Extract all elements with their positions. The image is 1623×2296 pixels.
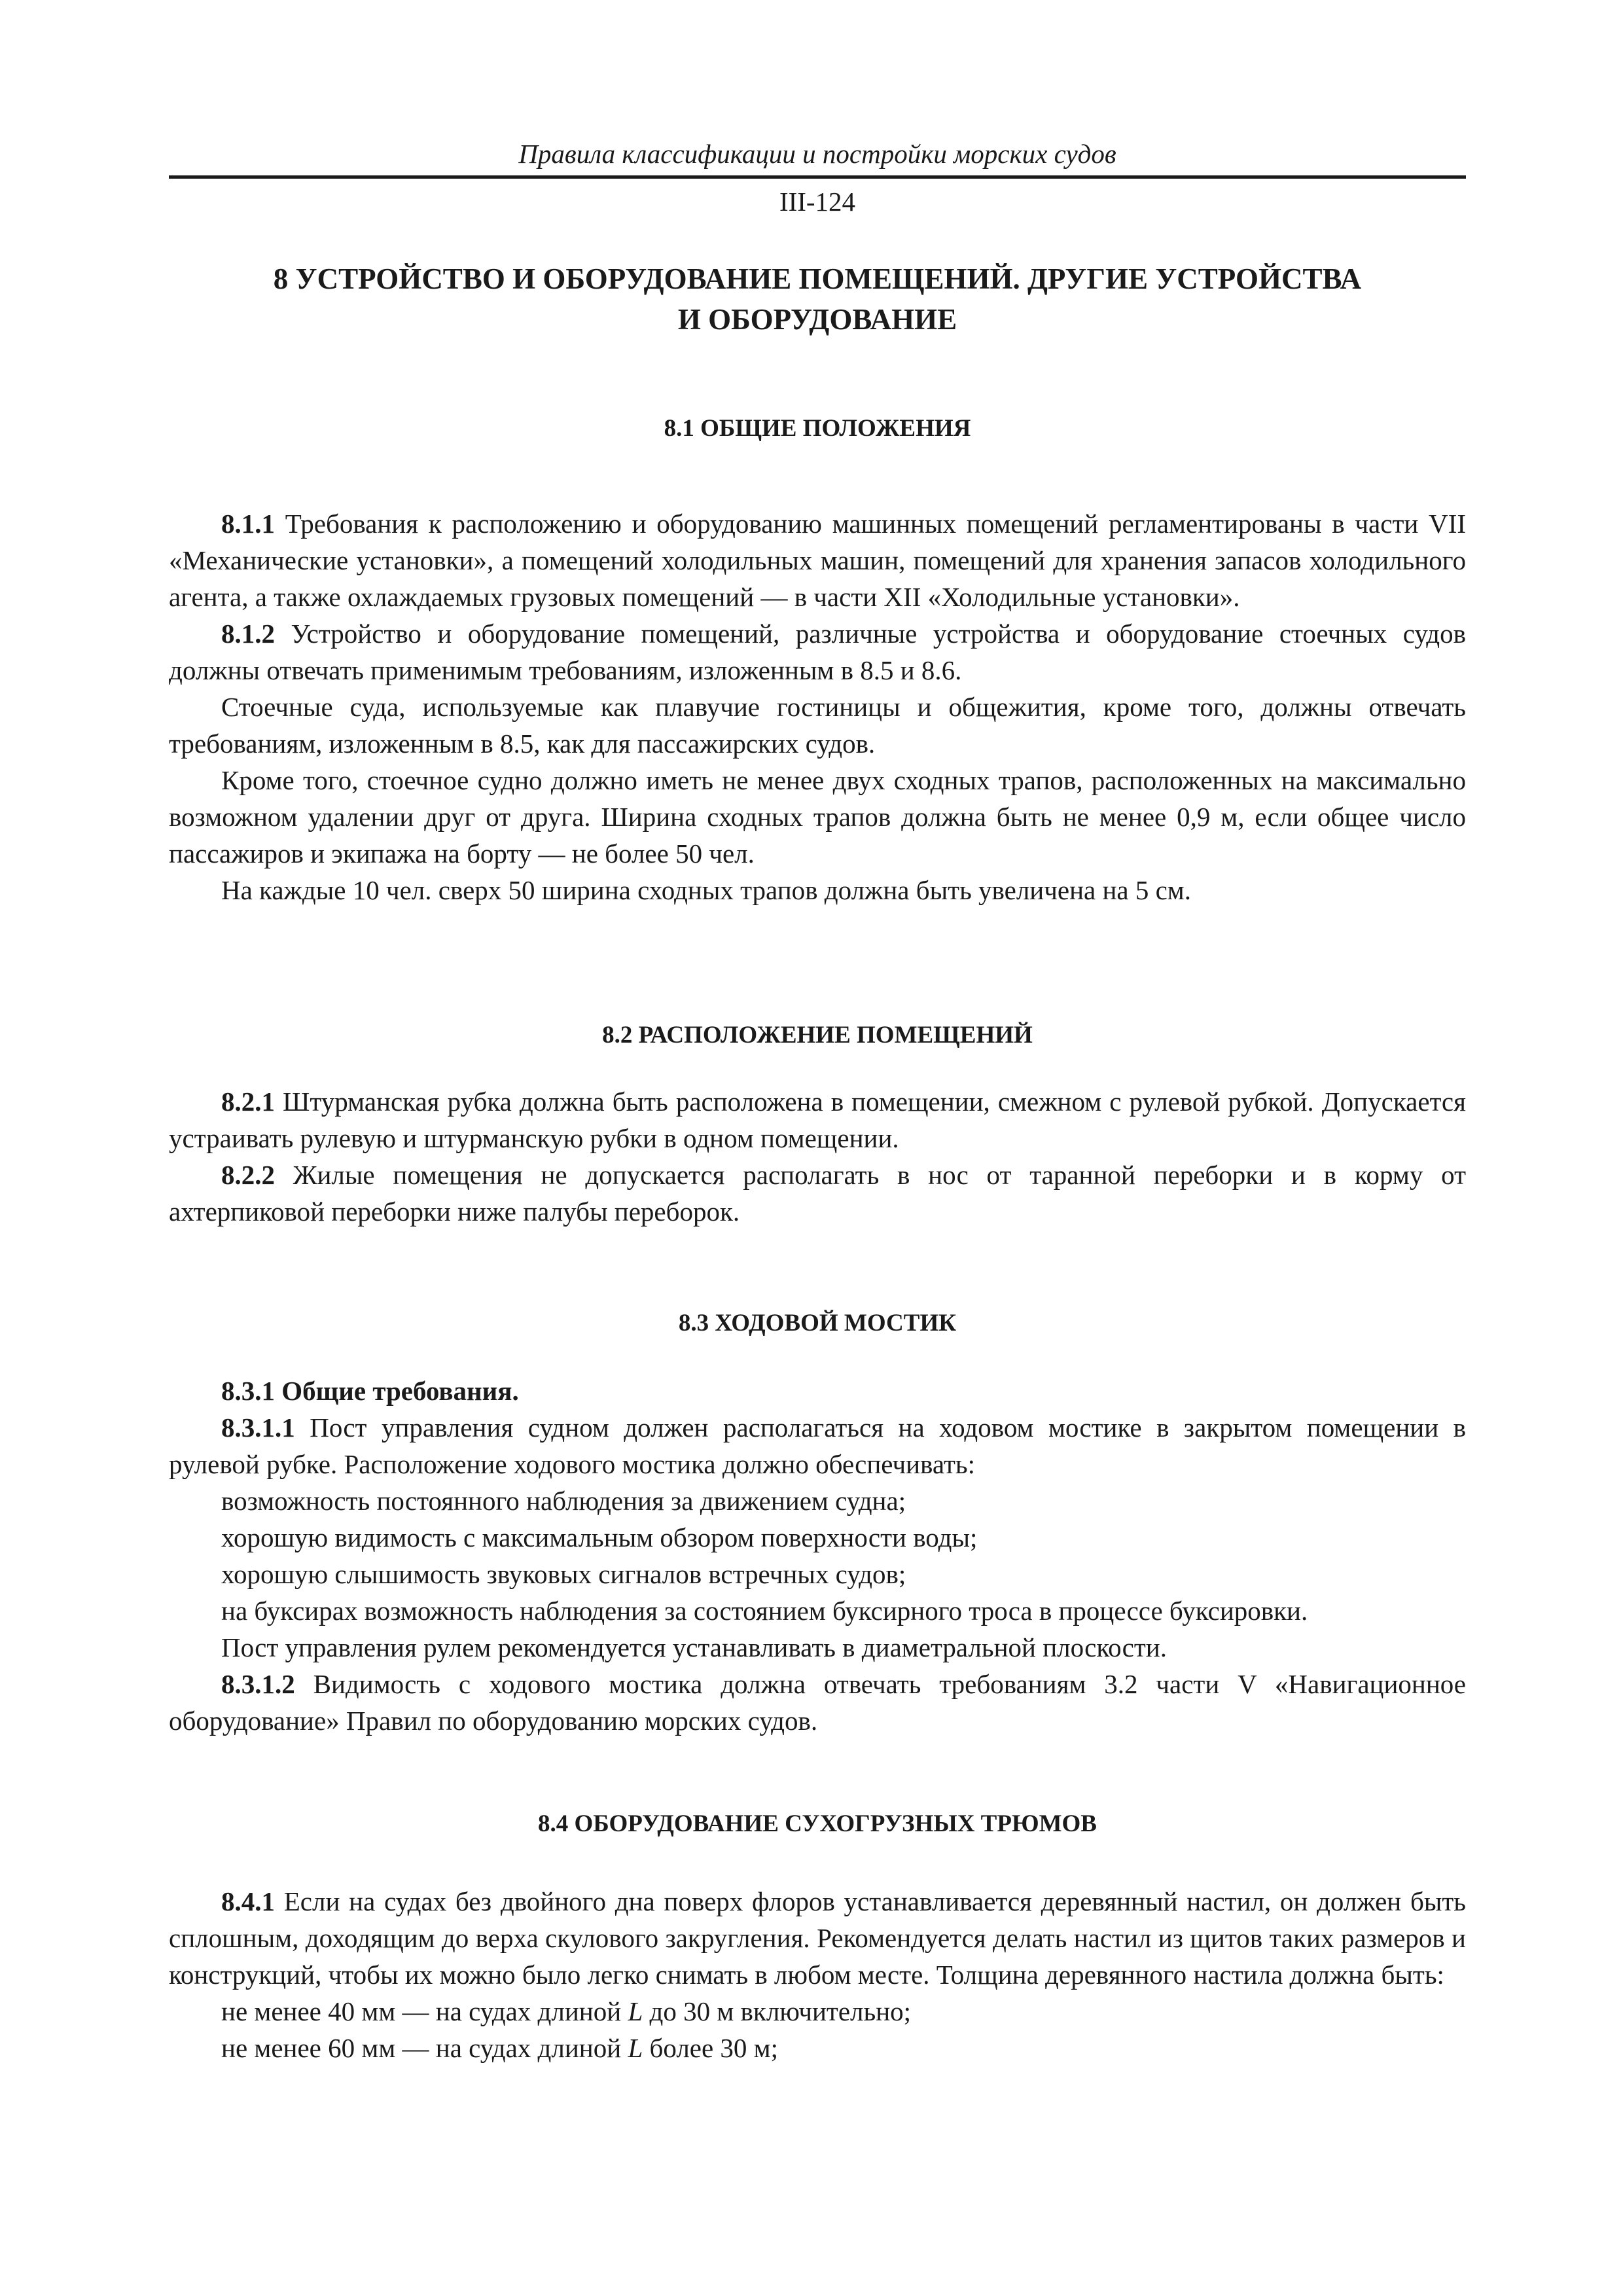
list-item: возможность постоянного наблюдения за движением судна; <box>221 1486 906 1516</box>
clause-text: Жилые помещения не допускается располагать в нос от таранной переборки и в корму от ахтерпиковой переборки ниже палубы переборок. <box>169 1160 1466 1227</box>
paragraph-8-3-1-1 <box>169 1409 1466 1482</box>
chapter-title <box>169 259 1466 340</box>
chapter-title-line-2: И ОБОРУДОВАНИЕ <box>677 303 957 336</box>
paragraph: Кроме того, стоечное судно должно иметь не менее двух сходных трапов, расположенных на максимально возможном удалении друг от друга. Ширина сходных трапов должна быть не менее 0,9 м, если общее число пассажиров и экипажа на борту — не более 50 чел. <box>169 765 1466 869</box>
list-item: хорошую слышимость звуковых сигналов встречных судов; <box>221 1559 906 1589</box>
section-heading-8-2: 8.2 РАСПОЛОЖЕНИЕ ПОМЕЩЕНИЙ <box>602 1022 1033 1049</box>
subsection-heading-8-3-1: 8.3.1 Общие требования. <box>221 1376 519 1406</box>
clause-text: Если на судах без двойного дна поверх флоров устанавливается деревянный настил, он должен быть сплошным, доходящим до верха скулового закругления. Рекомендуется делать настил из щитов таких размеров и конструкций, чтобы их можно было легко снимать в любом месте. Толщина деревянного настила должна быть: <box>169 1886 1466 1990</box>
paragraph-8-3-1-2 <box>169 1666 1466 1739</box>
length-symbol: L <box>628 1996 643 2026</box>
page-number: III-124 <box>779 187 856 217</box>
clause-number: 8.1.1 <box>221 509 275 539</box>
paragraph-8-2-2 <box>169 1157 1466 1230</box>
paragraph-8-1-1 <box>169 505 1466 615</box>
clause-text: Требования к расположению и оборудованию машинных помещений регламентированы в части VII «Механические установки», а помещений холодильных машин, помещений для хранения запасов холодильного агента, а также охлаждаемых грузовых помещений — в части XII «Холодильные установки». <box>169 509 1466 612</box>
paragraph: Стоечные суда, используемые как плавучие гостиницы и общежития, кроме того, должны отвечать требованиям, изложенным в 8.5, как для пассажирских судов. <box>169 692 1466 759</box>
clause-text: Устройство и оборудование помещений, различные устройства и оборудование стоечных судов должны отвечать применимым требованиям, изложенным в 8.5 и 8.6. <box>169 619 1466 685</box>
chapter-title-line-1: 8 УСТРОЙСТВО И ОБОРУДОВАНИЕ ПОМЕЩЕНИЙ. ДРУГИЕ УСТРОЙСТВА <box>273 262 1362 295</box>
clause-number: 8.3.1.2 <box>221 1669 295 1699</box>
list-item: на буксирах возможность наблюдения за состоянием буксирного троса в процессе буксировки. <box>221 1596 1308 1626</box>
section-heading-8-1: 8.1 ОБЩИЕ ПОЛОЖЕНИЯ <box>664 415 971 442</box>
clause-number: 8.2.2 <box>221 1160 275 1190</box>
clause-text: Видимость с ходового мостика должна отвечать требованиям 3.2 части V «Навигационное оборудование» Правил по оборудованию морских судов. <box>169 1669 1466 1736</box>
section-body-8-3 <box>169 1372 1466 1739</box>
paragraph: Пост управления рулем рекомендуется устанавливать в диаметральной плоскости. <box>221 1632 1167 1662</box>
list-item: не менее 40 мм — на судах длиной L до 30 м включительно; <box>221 1996 912 2026</box>
clause-number: 8.2.1 <box>221 1086 275 1117</box>
clause-number: 8.4.1 <box>221 1886 275 1916</box>
header-rule <box>169 175 1466 179</box>
list-item: хорошую видимость с максимальным обзором поверхности воды; <box>221 1522 978 1552</box>
clause-text: Пост управления судном должен располагаться на ходовом мостике в закрытом помещении в рулевой рубке. Расположение ходового мостика должно обеспечивать: <box>169 1412 1466 1479</box>
section-heading-8-3: 8.3 ХОДОВОЙ МОСТИК <box>678 1310 957 1336</box>
clause-text: Штурманская рубка должна быть расположена в помещении, смежном с рулевой рубкой. Допускается устраивать рулевую и штурманскую рубки в одном помещении. <box>169 1086 1466 1153</box>
length-symbol: L <box>628 2033 643 2063</box>
paragraph: На каждые 10 чел. сверх 50 ширина сходных трапов должна быть увеличена на 5 см. <box>221 875 1191 905</box>
clause-number: 8.3.1.1 <box>221 1412 295 1443</box>
list-item: не менее 60 мм — на судах длиной L более 30 м; <box>221 2033 779 2063</box>
clause-number: 8.1.2 <box>221 619 275 649</box>
paragraph-8-4-1 <box>169 1883 1466 1993</box>
running-header: Правила классификации и постройки морских судов <box>518 139 1116 169</box>
section-body-8-2 <box>169 1083 1466 1230</box>
paragraph-8-1-2 <box>169 615 1466 689</box>
paragraph-8-2-1 <box>169 1083 1466 1157</box>
section-body-8-4 <box>169 1883 1466 2066</box>
section-body-8-1 <box>169 505 1466 908</box>
section-heading-8-4: 8.4 ОБОРУДОВАНИЕ СУХОГРУЗНЫХ ТРЮМОВ <box>538 1810 1097 1837</box>
